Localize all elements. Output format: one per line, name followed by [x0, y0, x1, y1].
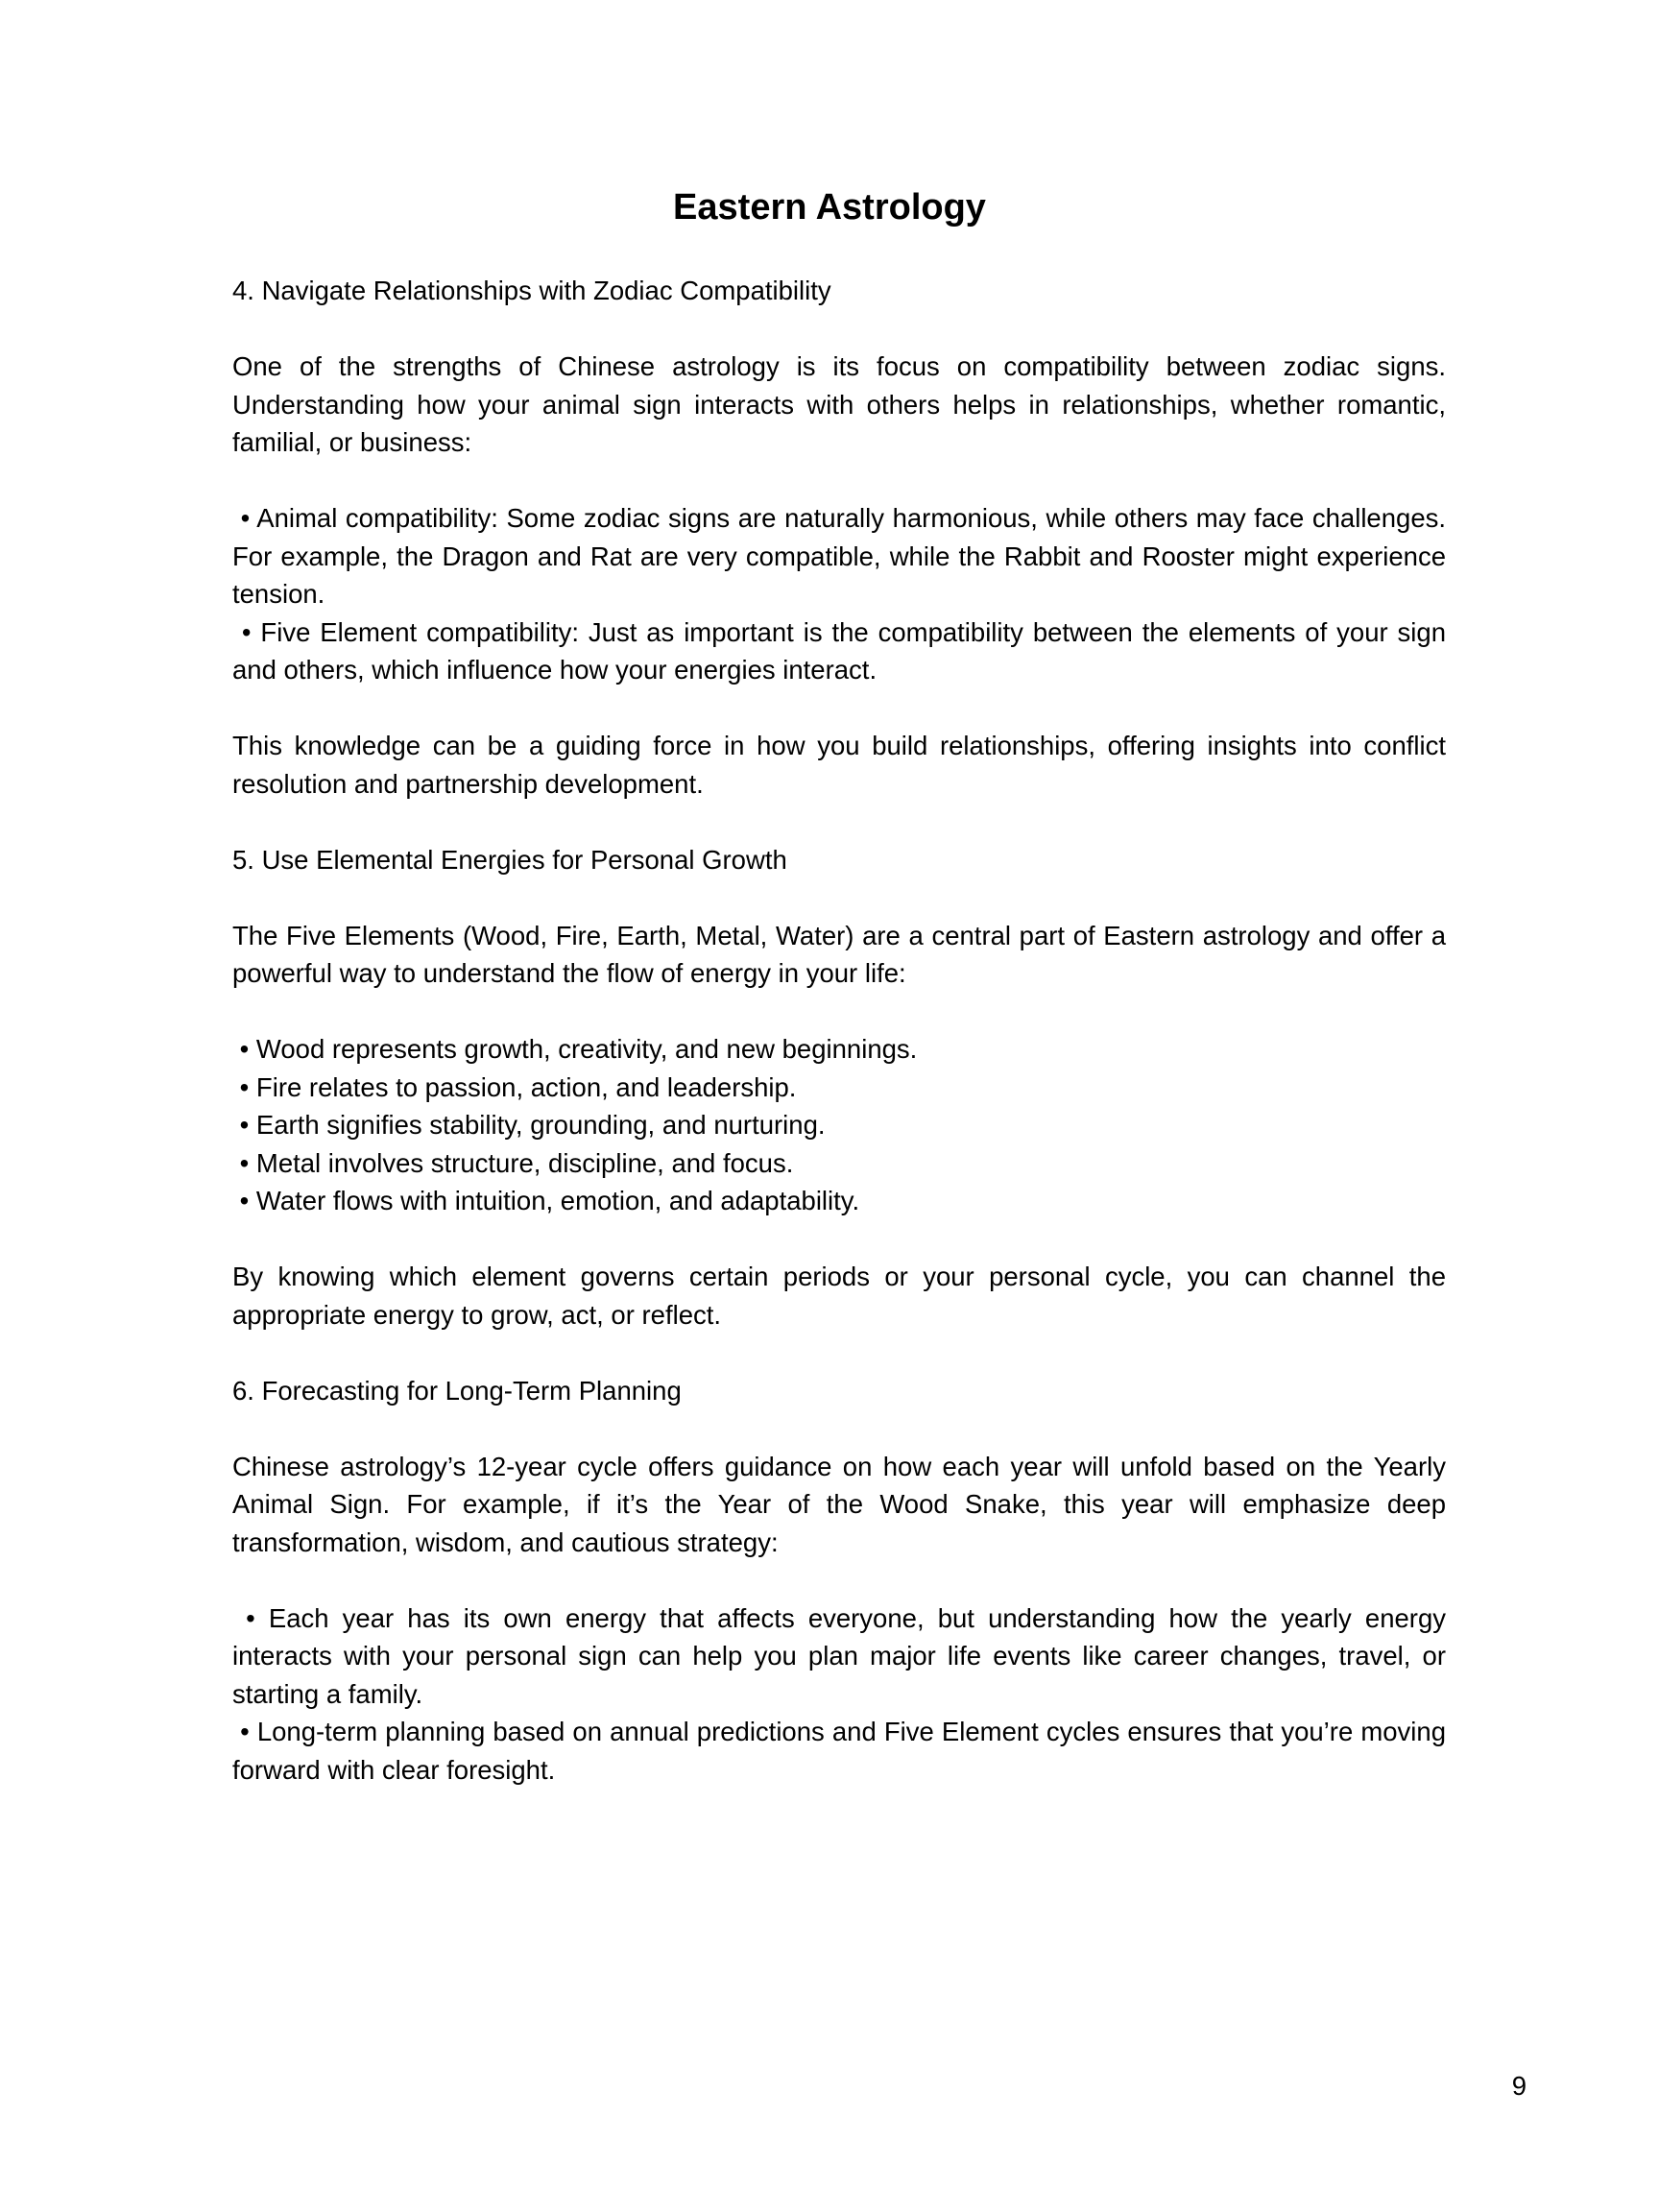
section-6-bullet: • Long-term planning based on annual predictions and Five Element cycles ensures that you’re moving forward with clear foresight.	[232, 1717, 1446, 1785]
section-5-bullet: • Water flows with intuition, emotion, and adaptability.	[232, 1186, 860, 1215]
section-5-heading: 5. Use Elemental Energies for Personal Growth	[232, 844, 787, 875]
section-4-closing: This knowledge can be a guiding force in how you build relationships, offering insights into conflict resolution and partnership development.	[232, 731, 1446, 799]
section-5-intro: The Five Elements (Wood, Fire, Earth, Metal, Water) are a central part of Eastern astrology and offer a powerful way to understand the flow of energy in your life:	[232, 920, 1446, 988]
section-5-bullet: • Earth signifies stability, grounding, and nurturing.	[232, 1110, 826, 1140]
section-5-bullet: • Fire relates to passion, action, and leadership.	[232, 1071, 797, 1102]
section-5-closing: By knowing which element governs certain periods or your personal cycle, you can channel the appropriate energy to grow, act, or reflect.	[232, 1262, 1446, 1330]
section-4-bullet: • Animal compatibility: Some zodiac signs are naturally harmonious, while others may face challenges. For example, the Dragon and Rat are very compatible, while the Rabbit and Rooster might experience tension.	[232, 503, 1446, 609]
page-content	[232, 272, 1446, 1789]
section-6-bullet: • Each year has its own energy that affects everyone, but understanding how the yearly energy interacts with your personal sign can help you plan major life events like career changes, travel, or starting a family.	[232, 1602, 1446, 1709]
section-4-intro: One of the strengths of Chinese astrology is its focus on compatibility between zodiac signs. Understanding how your animal sign interacts with others helps in relationships, whether romantic, familial, or business:	[232, 351, 1446, 457]
section-5-bullet: • Metal involves structure, discipline, and focus.	[232, 1147, 794, 1178]
section-4-heading: 4. Navigate Relationships with Zodiac Compatibility	[232, 276, 831, 305]
page-number: 9	[1511, 2071, 1527, 2101]
section-6-intro: Chinese astrology’s 12-year cycle offers guidance on how each year will unfold based on the Yearly Animal Sign. For example, if it’s the Year of the Wood Snake, this year will emphasize deep transformation, wisdom, and cautious strategy:	[232, 1451, 1446, 1557]
section-5-bullet: • Wood represents growth, creativity, and new beginnings.	[232, 1034, 918, 1064]
section-4-bullet: • Five Element compatibility: Just as important is the compatibility between the elements of your sign and others, which influence how your energies interact.	[232, 616, 1446, 685]
page-title: Eastern Astrology	[673, 187, 986, 228]
section-6-heading: 6. Forecasting for Long-Term Planning	[232, 1375, 682, 1406]
